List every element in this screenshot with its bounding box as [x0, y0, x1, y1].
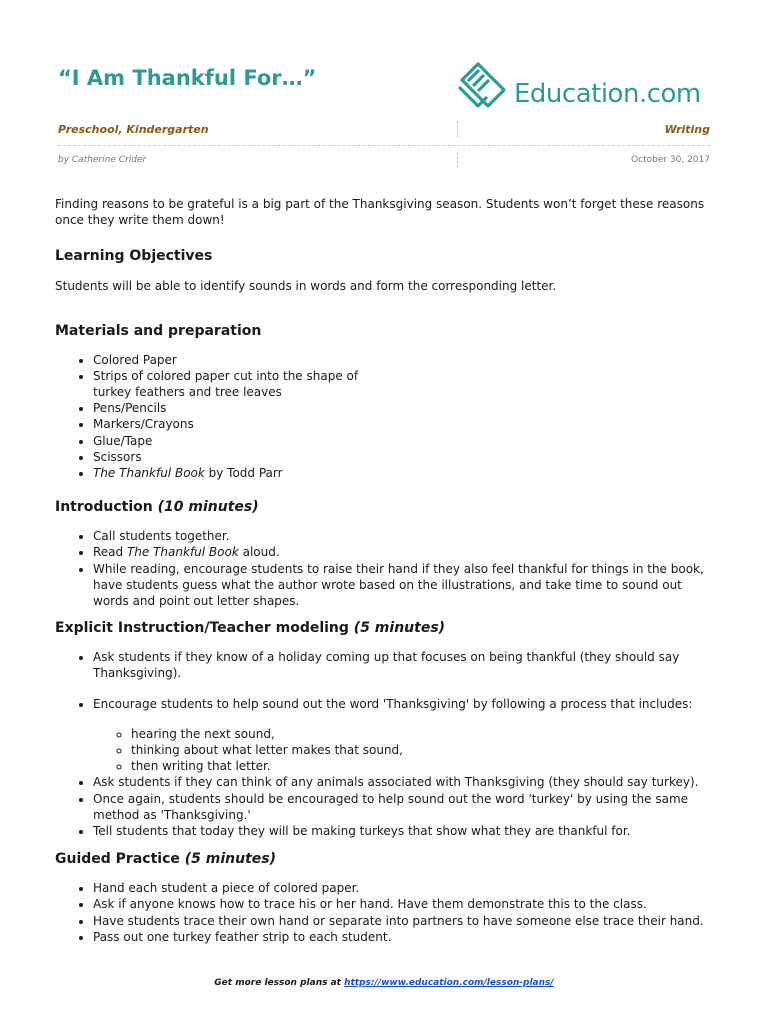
introduction-heading: Introduction (10 minutes) — [55, 499, 259, 516]
subject-label: Writing — [664, 123, 710, 136]
list-item: • Tell students that today they will be making turkeys that show what they are thankful for. — [93, 823, 715, 839]
list-item: • Pens/Pencils — [93, 400, 715, 416]
lesson-body — [55, 196, 715, 945]
lesson-title: “I Am Thankful For…” — [58, 66, 317, 90]
list-item: • Ask students if they know of a holiday coming up that focuses on being thankful (they should say Thanksgiving). — [93, 649, 715, 681]
sub-list-item: ◦ thinking about what letter makes that sound, — [131, 742, 715, 758]
guided-list — [55, 880, 715, 945]
explicit-heading: Explicit Instruction/Teacher modeling (5 minutes) — [55, 620, 446, 637]
explicit-list-continued — [55, 774, 715, 839]
list-item: • Ask if anyone knows how to trace his or her hand. Have them demonstrate this to the class. — [93, 896, 715, 912]
publish-date: October 30, 2017 — [631, 155, 710, 165]
materials-heading: Materials and preparation — [55, 322, 262, 339]
book-title: The Thankful Book — [93, 466, 205, 481]
meta-separator — [58, 145, 710, 146]
explicit-list — [55, 649, 715, 712]
lesson-plans-link[interactable]: https://www.education.com/lesson-plans/ — [344, 978, 554, 988]
list-item: • Hand each student a piece of colored paper. — [93, 880, 715, 896]
page-footer — [0, 978, 768, 988]
list-item: • Scissors — [93, 449, 715, 465]
sub-list-item: ◦ then writing that letter. — [131, 758, 715, 774]
materials-list — [55, 352, 715, 482]
objectives-text: Students will be able to identify sounds in words and form the corresponding letter. — [55, 279, 557, 294]
author-name: by Catherine Crider — [58, 155, 147, 165]
introduction-list — [55, 528, 715, 609]
logo-text: Education.com — [514, 79, 701, 109]
footer-text: Get more lesson plans at — [214, 978, 345, 988]
list-item: • Ask students if they can think of any animals associated with Thanksgiving (they should say turkey). — [93, 774, 715, 790]
sub-list-item: ◦ hearing the next sound, — [131, 726, 715, 742]
guided-heading: Guided Practice (5 minutes) — [55, 851, 277, 868]
logo-icon — [456, 58, 510, 112]
list-item: • Read The Thankful Book aloud. — [93, 544, 715, 560]
objectives-heading: Learning Objectives — [55, 248, 213, 265]
list-item: • Colored Paper — [93, 352, 715, 368]
meta-divider — [457, 121, 458, 137]
intro-paragraph: Finding reasons to be grateful is a big part of the Thanksgiving season. Students won’t forget these reasons once they write them down! — [55, 197, 705, 228]
author-divider — [457, 152, 458, 168]
list-item: • Call students together. — [93, 528, 715, 544]
list-item: • Have students trace their own hand or separate into partners to have someone else trace their hand. — [93, 913, 715, 929]
list-item: • Strips of colored paper cut into the shape of turkey feathers and tree leaves — [93, 368, 715, 400]
grade-levels: Preschool, Kindergarten — [58, 123, 209, 136]
list-item: • The Thankful Book by Todd Parr — [93, 465, 715, 481]
explicit-sublist — [93, 726, 715, 775]
list-item: • Pass out one turkey feather strip to each student. — [93, 929, 715, 945]
list-item: • Glue/Tape — [93, 433, 715, 449]
list-item: • Once again, students should be encouraged to help sound out the word 'turkey' by using the same method as 'Thanksgiving.' — [93, 791, 715, 823]
education-com-logo[interactable] — [456, 58, 716, 114]
list-item: • Encourage students to help sound out the word 'Thanksgiving' by following a process that includes: — [93, 696, 715, 712]
list-item: • Markers/Crayons — [93, 416, 715, 432]
list-item: • While reading, encourage students to raise their hand if they also feel thankful for things in the book, have students guess what the author wrote based on the illustrations, and take time to sound out words and point out letter shapes. — [93, 561, 715, 610]
